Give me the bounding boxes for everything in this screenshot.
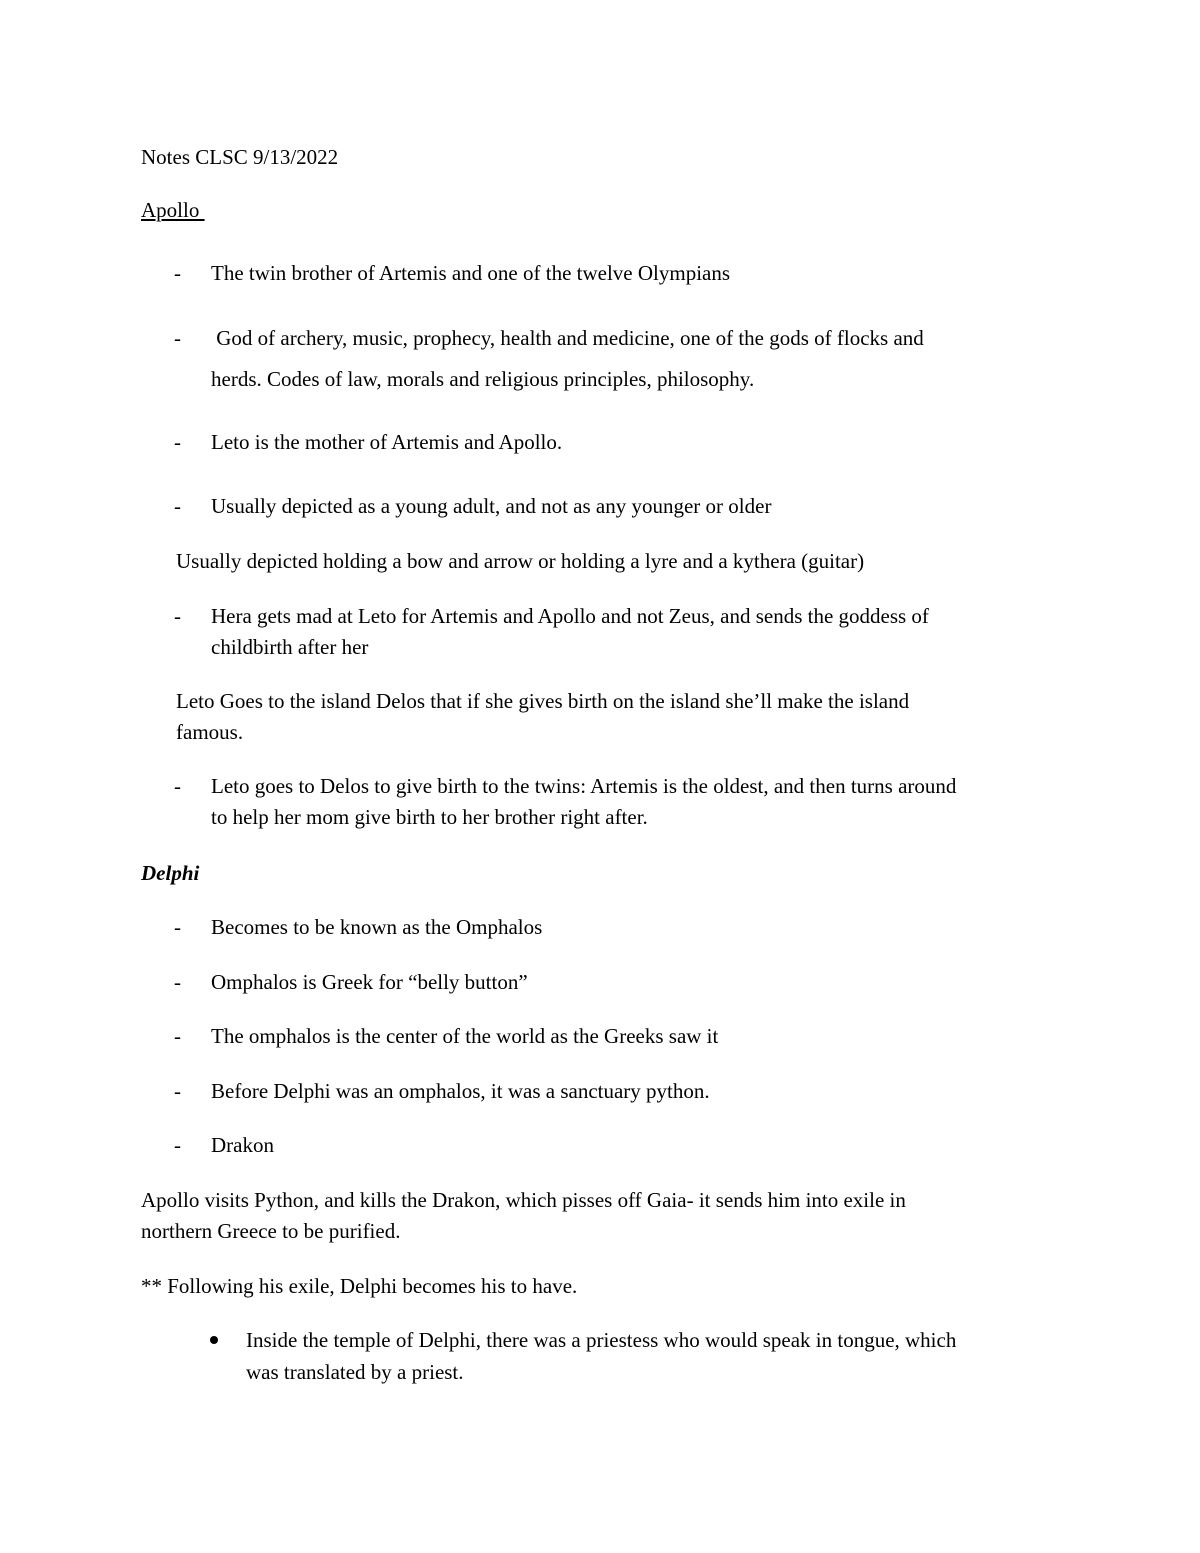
bullet-item: God of archery, music, prophecy, health and medicine, one of the gods of flocks and	[211, 326, 924, 350]
bullet-item-continuation: was translated by a priest.	[246, 1360, 464, 1384]
dash-bullet-marker: -	[174, 604, 181, 628]
paragraph: Usually depicted holding a bow and arrow or holding a lyre and a kythera (guitar)	[176, 549, 865, 573]
bullet-item: Before Delphi was an omphalos, it was a sanctuary python.	[211, 1079, 710, 1103]
bullet-item: Inside the temple of Delphi, there was a priestess who would speak in tongue, which	[246, 1328, 957, 1352]
bullet-item: Omphalos is Greek for “belly button”	[211, 970, 528, 994]
dash-bullet-marker: -	[174, 494, 181, 518]
dash-bullet-marker: -	[174, 1133, 181, 1157]
paragraph: Apollo visits Python, and kills the Drakon, which pisses off Gaia- it sends him into exile in	[141, 1188, 906, 1212]
bullet-item-continuation: childbirth after her	[211, 635, 369, 659]
dash-bullet-marker: -	[174, 915, 181, 939]
paragraph-continuation: famous.	[176, 720, 244, 744]
bullet-item-continuation: herds. Codes of law, morals and religious principles, philosophy.	[211, 367, 755, 391]
bullet-item-continuation: to help her mom give birth to her brother right after.	[211, 805, 648, 829]
paragraph: ** Following his exile, Delphi becomes his to have.	[141, 1274, 578, 1298]
bullet-item: The twin brother of Artemis and one of the twelve Olympians	[211, 261, 731, 285]
dash-bullet-marker: -	[174, 970, 181, 994]
dash-bullet-marker: -	[174, 430, 181, 454]
dash-bullet-marker: -	[174, 261, 181, 285]
bullet-item: The omphalos is the center of the world as the Greeks saw it	[211, 1024, 719, 1048]
bullet-item: Leto is the mother of Artemis and Apollo.	[211, 430, 563, 454]
bullet-item: Hera gets mad at Leto for Artemis and Apollo and not Zeus, and sends the goddess of	[211, 604, 929, 628]
round-bullet-icon	[210, 1336, 218, 1344]
bullet-item: Usually depicted as a young adult, and not as any younger or older	[211, 494, 772, 518]
bullet-item: Leto goes to Delos to give birth to the twins: Artemis is the oldest, and then turns around	[211, 774, 957, 798]
dash-bullet-marker: -	[174, 774, 181, 798]
dash-bullet-marker: -	[174, 1079, 181, 1103]
dash-bullet-marker: -	[174, 1024, 181, 1048]
document-title: Notes CLSC 9/13/2022	[141, 145, 339, 169]
bullet-item: Becomes to be known as the Omphalos	[211, 915, 543, 939]
bullet-item: Drakon	[211, 1133, 274, 1157]
dash-bullet-marker: -	[174, 326, 181, 350]
paragraph-continuation: northern Greece to be purified.	[141, 1219, 401, 1243]
section-heading-delphi: Delphi	[141, 861, 200, 885]
paragraph: Leto Goes to the island Delos that if she gives birth on the island she’ll make the island	[176, 689, 910, 713]
section-heading-apollo: Apollo	[141, 198, 205, 222]
